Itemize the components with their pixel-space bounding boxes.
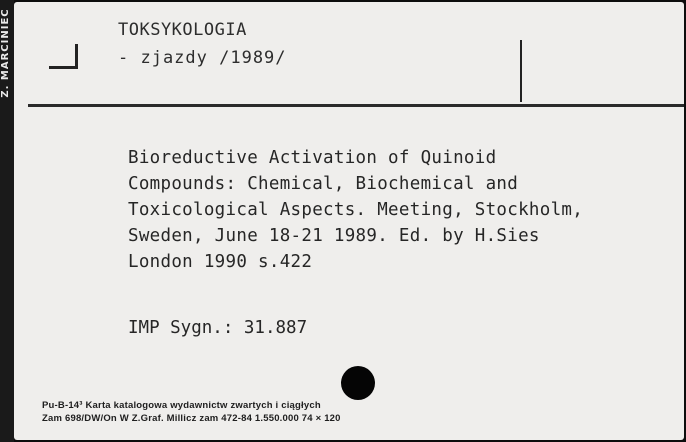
entry-line-1: Bioreductive Activation of Quinoid	[128, 148, 497, 168]
catalog-card	[14, 2, 684, 440]
subject-heading: TOKSYKOLOGIA	[118, 20, 247, 40]
subject-subheading: - zjazdy /1989/	[118, 48, 287, 68]
horizontal-rule	[28, 104, 684, 107]
footer-line-2: Zam 698/DW/On W Z.Graf. Millicz zam 472-84 1.550.000 74 × 120	[42, 413, 341, 424]
call-number: IMP Sygn.: 31.887	[128, 318, 308, 338]
entry-line-2: Compounds: Chemical, Biochemical and	[128, 174, 519, 194]
entry-line-4: Sweden, June 18-21 1989. Ed. by H.Sies	[128, 226, 540, 246]
entry-line-5: London 1990 s.422	[128, 252, 313, 272]
card-edge-strip	[0, 0, 14, 442]
corner-mark-icon	[49, 44, 78, 69]
footer-line-1: Pu-B-14³ Karta katalogowa wydawnictw zwartych i ciągłych	[42, 400, 321, 411]
edge-label: Z. MARCINIEC	[0, 8, 11, 98]
vertical-divider	[520, 40, 522, 102]
punch-hole-icon	[341, 366, 375, 400]
entry-line-3: Toxicological Aspects. Meeting, Stockholm,	[128, 200, 584, 220]
